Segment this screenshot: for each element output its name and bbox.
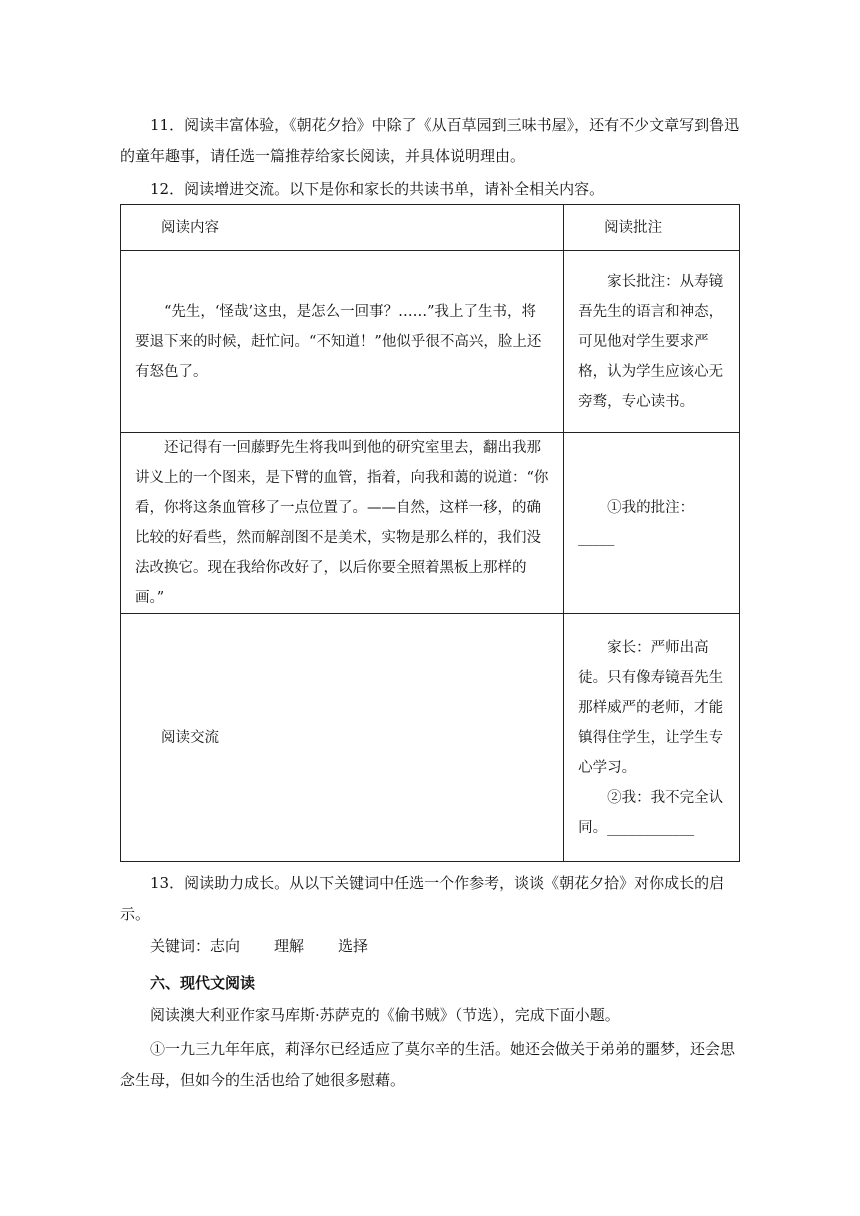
table-header-row bbox=[121, 205, 740, 251]
passage-intro: 阅读澳大利亚作家马库斯·苏萨克的《偷书贼》（节选），完成下面小题。 bbox=[150, 1006, 620, 1024]
question-11: 11．阅读丰富体验，《朝花夕拾》中除了《从百草园到三味书屋》，还有不少文章写到鲁迅的童年趣事，请任选一篇推荐给家长阅读，并具体说明理由。 bbox=[120, 116, 740, 165]
table-row bbox=[121, 251, 740, 433]
row1-parent-note: 家长批注：从寿镜吾先生的语言和神态，可见他对学生要求严格，认为学生应该心无旁骛，专心读书。 bbox=[564, 251, 740, 433]
header-reading-notes: 阅读批注 bbox=[564, 205, 740, 251]
row2-my-note: ①我的批注：_____ bbox=[564, 433, 740, 614]
row3-discussion: 家长：严师出高徒。只有像寿镜吾先生那样威严的老师，才能镇得住学生，让学生专心学习。 ②我：我不完全认同。____________ bbox=[564, 614, 740, 862]
row3-content: 阅读交流 bbox=[121, 614, 564, 862]
keywords-line: 关键词：志向 理解 选择 bbox=[150, 937, 369, 955]
table-row bbox=[121, 433, 740, 614]
question-13: 13．阅读助力成长。从以下关键词中任选一个作参考，谈谈《朝花夕拾》对你成长的启示。 bbox=[120, 874, 725, 923]
table-row bbox=[121, 614, 740, 862]
question-12: 12．阅读增进交流。以下是你和家长的共读书单，请补全相关内容。 bbox=[150, 180, 605, 198]
row2-content: 还记得有一回藤野先生将我叫到他的研究室里去，翻出我那讲义上的一个图来，是下臂的血管，指着，向我和蔼的说道：“你看，你将这条血管移了一点位置了。——自然，这样一移，的确比较的好看些，然而解剖图不是美术，实物是那么样的，我们没法改换它。现在我给你改好了，以后你要全照着黑板上那样的画。” bbox=[121, 433, 564, 614]
section-heading: 六、现代文阅读 bbox=[150, 974, 256, 992]
header-reading-content: 阅读内容 bbox=[121, 205, 564, 251]
passage-paragraph-1: ①一九三九年年底，莉泽尔已经适应了莫尔辛的生活。她还会做关于弟弟的噩梦，还会思念生母，但如今的生活也给了她很多慰藉。 bbox=[120, 1040, 736, 1089]
reading-list-table bbox=[120, 204, 740, 862]
row1-content: “先生，‘怪哉’这虫，是怎么一回事？……”我上了生书，将要退下来的时候，赶忙问。“不知道！”他似乎很不高兴，脸上还有怒色了。 bbox=[121, 251, 564, 433]
